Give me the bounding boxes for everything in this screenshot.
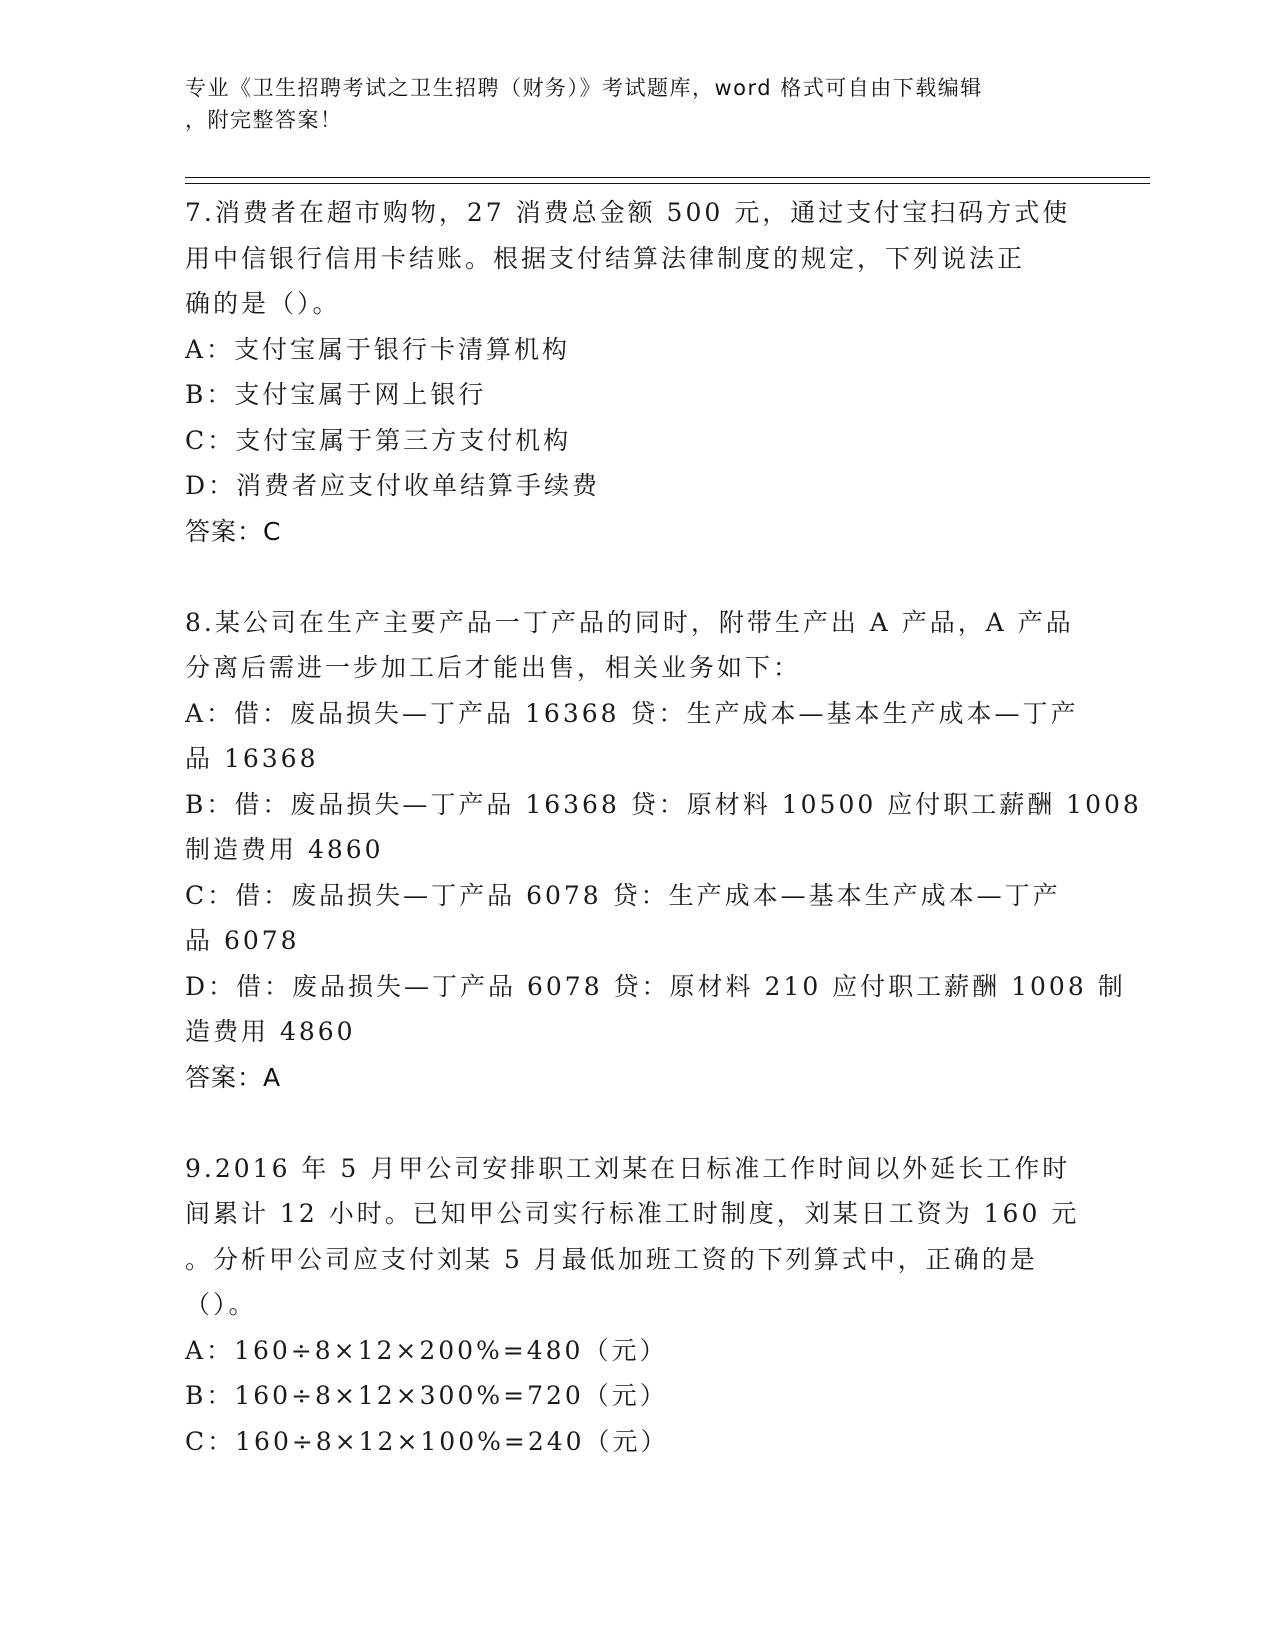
- option-d-continued: 造费用 4860: [185, 1017, 356, 1046]
- header-rule-top: [185, 177, 1150, 178]
- question-8: [185, 600, 1142, 1101]
- question-9: [185, 1146, 1085, 1465]
- question-stem-line: 用中信银行信用卡结账。根据支付结算法律制度的规定，下列说法正: [185, 243, 1026, 273]
- page-header: [185, 72, 1065, 136]
- question-stem-line: （）。: [185, 1290, 257, 1319]
- question-stem-line: 7.消费者在超市购物，27 消费总金额 500 元，通过支付宝扫码方式使: [185, 198, 1071, 227]
- question-stem-line: 间累计 12 小时。已知甲公司实行标准工时制度，刘某日工资为 160 元: [185, 1199, 1080, 1228]
- question-stem-line: 确的是（）。: [185, 289, 341, 318]
- question-spacer: [185, 554, 1085, 600]
- answer-label: 答案：A: [185, 1062, 282, 1092]
- question-stem-line: 9.2016 年 5 月甲公司安排职工刘某在日标准工作时间以外延长工作时: [185, 1153, 1071, 1183]
- option-a: A：160÷8×12×200%=480（元）: [185, 1335, 668, 1365]
- option-b: B：支付宝属于网上银行: [185, 380, 487, 409]
- question-7: [185, 190, 1085, 554]
- option-c: C：支付宝属于第三方支付机构: [185, 425, 572, 455]
- option-c-continued: 品 6078: [185, 926, 300, 955]
- option-b: B：借：废品损失—丁产品 16368 贷：原材料 10500 应付职工薪酬 1008: [185, 789, 1142, 819]
- option-a: A：借：废品损失—丁产品 16368 贷：生产成本—基本生产成本—丁产: [185, 698, 1079, 728]
- option-a-continued: 品 16368: [185, 744, 319, 773]
- option-c: C：160÷8×12×100%=240（元）: [185, 1426, 669, 1456]
- header-line-1: 专业《卫生招聘考试之卫生招聘（财务）》考试题库，word 格式可自由下载编辑: [185, 76, 983, 100]
- header-line-2: ，附完整答案！: [185, 108, 343, 132]
- option-b: B：160÷8×12×300%=720（元）: [185, 1381, 668, 1410]
- answer-label: 答案：C: [185, 516, 282, 546]
- option-c: C：借：废品损失—丁产品 6078 贷：生产成本—基本生产成本—丁产: [185, 880, 1061, 910]
- header-rule-bottom: [185, 183, 1150, 184]
- option-a: A：支付宝属于银行卡清算机构: [185, 334, 571, 364]
- question-stem-line: 分离后需进一步加工后才能出售，相关业务如下：: [185, 653, 802, 682]
- question-spacer: [185, 1100, 1085, 1146]
- question-stem-line: 。分析甲公司应支付刘某 5 月最低加班工资的下列算式中，正确的是: [185, 1244, 1038, 1274]
- question-stem-line: 8.某公司在生产主要产品一丁产品的同时，附带生产出 A 产品，A 产品: [185, 607, 1074, 637]
- question-list: [185, 190, 1142, 1464]
- option-d: D：借：废品损失—丁产品 6078 贷：原材料 210 应付职工薪酬 1008 制: [185, 971, 1126, 1001]
- option-b-continued: 制造费用 4860: [185, 835, 384, 864]
- option-d: D：消费者应支付收单结算手续费: [185, 471, 601, 500]
